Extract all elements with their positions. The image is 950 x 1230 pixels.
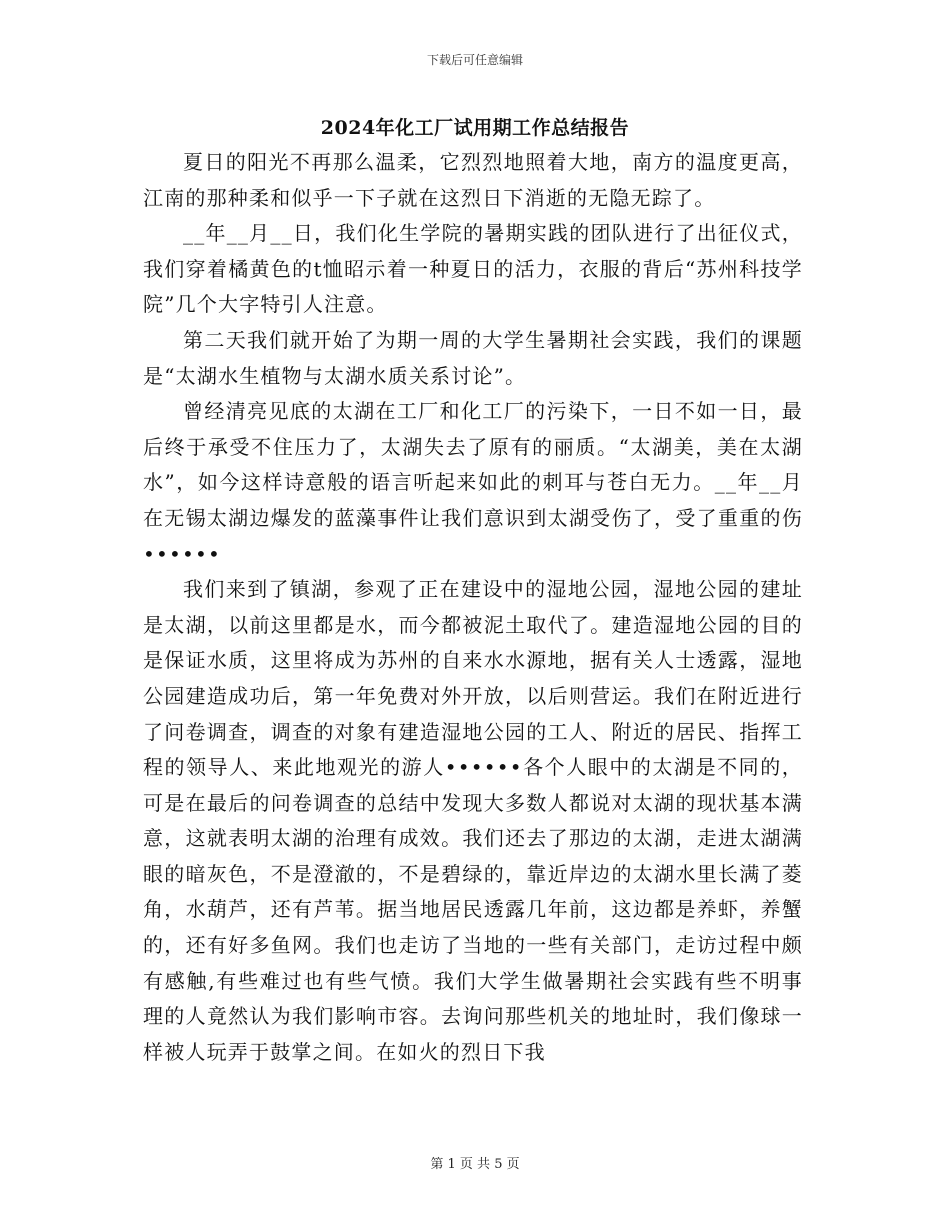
paragraph-5: 我们来到了镇湖，参观了正在建设中的湿地公园，湿地公园的建址是太湖，以前这里都是水，而今都被泥土取代了。建造湿地公园的目的是保证水质，这里将成为苏州的自来水水源地，据有关人士透露，湿地公园建造成功后，第一年免费对外开放，以后则营运。我们在附近进行了问卷调查，调查的对象有建造湿地公园的工人、附近的居民、指挥工程的领导人、来此地观光的游人••••••各个人眼中的太湖是不同的，可是在最后的问卷调查的总结中发现大多数人都说对太湖的现状基本满意，这就表明太湖的治理有成效。我们还去了那边的太湖，走进太湖满眼的暗灰色，不是澄澈的，不是碧绿的，靠近岸边的太湖水里长满了菱角，水葫芦，还有芦苇。据当地居民透露几年前，这边都是养虾，养蟹的，还有好多鱼网。我们也走访了当地的一些有关部门，走访过程中颇有感触,有些难过也有些气愤。我们大学生做暑期社会实践有些不明事理的人竟然认为我们影响市容。去询问那些机关的地址时，我们像球一样被人玩弄于鼓掌之间。在如火的烈日下我	[143, 577, 803, 1064]
page-header-note: 下载后可任意编辑	[426, 53, 523, 67]
document-title: 2024年化工厂试用期工作总结报告	[320, 117, 630, 139]
paragraph-2: __年__月__日，我们化生学院的暑期实践的团队进行了出征仪式，我们穿着橘黄色的t恤昭示着一种夏日的活力，衣服的背后“苏州科技学院”几个大字特引人注意。	[143, 221, 803, 317]
document-body	[143, 145, 803, 1070]
page-number-footer: 第 1 页 共 5 页	[430, 1157, 520, 1172]
paragraph-3: 第二天我们就开始了为期一周的大学生暑期社会实践，我们的课题是“太湖水生植物与太湖水质关系讨论”。	[143, 327, 803, 388]
paragraph-1: 夏日的阳光不再那么温柔，它烈烈地照着大地，南方的温度更高，江南的那种柔和似乎一下子就在这烈日下消逝的无隐无踪了。	[143, 150, 803, 210]
paragraph-4: 曾经清亮见底的太湖在工厂和化工厂的污染下，一日不如一日，最后终于承受不住压力了，太湖失去了原有的丽质。“太湖美，美在太湖水”，如今这样诗意般的语言听起来如此的刺耳与苍白无力。__年__月在无锡太湖边爆发的蓝藻事件让我们意识到太湖受伤了，受了重重的伤••••••	[143, 399, 803, 566]
